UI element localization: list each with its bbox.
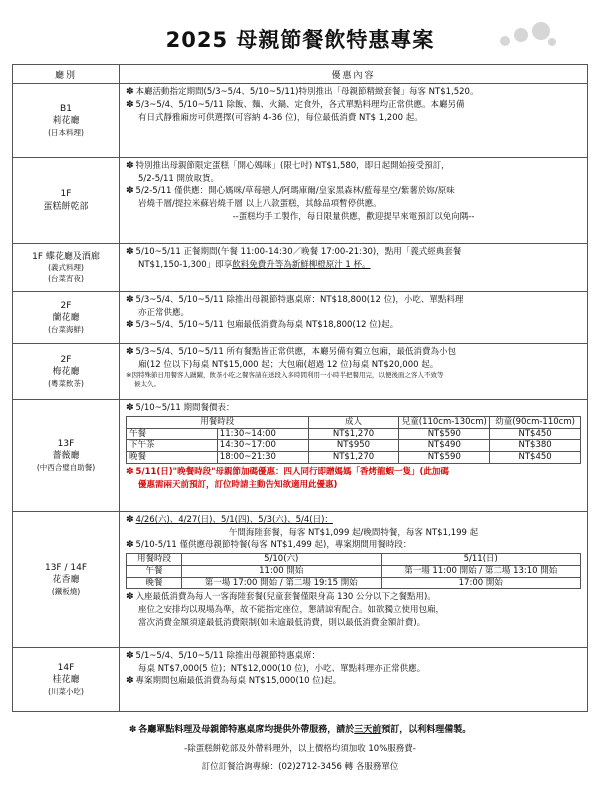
bullet-icon: ✽ bbox=[126, 347, 134, 357]
offer-text: 每桌 NT$7,000(5 位)；NT$12,000(10 位)，小吃、單點料理亦正常供應。 bbox=[138, 664, 426, 675]
table-header: 5/10(六) bbox=[182, 554, 382, 566]
table-row bbox=[127, 566, 581, 578]
hall-cuisine: (中西合璧自助餐) bbox=[36, 462, 96, 472]
table-cell: NT$380 bbox=[490, 440, 581, 452]
table-row bbox=[127, 577, 581, 589]
offer-text: 有日式靜雅廂房可供選擇(可容納 4-36 位)，每位最低消費 NT$ 1,200 起。 bbox=[138, 113, 423, 124]
table-cell: NT$590 bbox=[399, 428, 490, 440]
offer-text: 4/26(六)、4/27(日)、5/1(四)、5/3(六)、5/4(日)： bbox=[135, 515, 333, 525]
table-header: 用餐時段 bbox=[127, 417, 309, 429]
teppanyaki-time-table bbox=[126, 553, 581, 589]
offer-text: 5/3~5/4、5/10~5/11 除飯、麵、火鍋、定食外，各式單點料理均正常供應。本廳另備 bbox=[135, 100, 465, 111]
hall-floor: B1 bbox=[60, 104, 72, 115]
table-cell: 11:30~14:00 bbox=[217, 428, 308, 440]
footer-highlight: 三天前 bbox=[354, 725, 382, 735]
table-row bbox=[127, 428, 581, 440]
table-cell: NT$950 bbox=[308, 440, 399, 452]
promo-table bbox=[12, 64, 588, 712]
offer-text: 5/1~5/4、5/10~5/11 除推出母親節特惠桌席： bbox=[135, 651, 321, 661]
offer-text: 5/10-5/11 僅供應母親節特餐(每客 NT$1,499 起)，專案期間用餐時段： bbox=[135, 540, 412, 551]
footer-text: 各廳單點料理及母親節特惠桌席均提供外帶服務，請於 bbox=[138, 725, 355, 735]
offer-text: 岩燒千層/提拉米蘇岩燒千層 以上八款蛋糕，其餘品項暫停供應。 bbox=[138, 199, 382, 210]
footer-takeout-note bbox=[0, 722, 600, 735]
offer-note: ※因特殊節日用餐客人踴躍，飲茶小吃之餐客請在送段入多時間利用一小時半把餐用完，以便後面之客人不致等 bbox=[126, 371, 444, 380]
footer-text: 預訂，以利料理備製。 bbox=[381, 725, 472, 735]
table-cell: 午餐 bbox=[127, 428, 218, 440]
table-cell: NT$490 bbox=[399, 440, 490, 452]
offer-text: 廂(12 位以下)每桌 NT$15,000 起；大包廂(超過 12 位)每桌 NT$20,000 起。 bbox=[138, 360, 439, 371]
offer-text: 入座最低消費為每人一客海陸套餐(兒童套餐僅限身高 130 公分以下之餐點用)。 bbox=[135, 592, 436, 603]
offer-highlight: 飲料免費升等為新鮮柳橙原汁 1 杯。 bbox=[232, 260, 371, 271]
table-cell: NT$450 bbox=[490, 451, 581, 463]
offer-note: 候太久。 bbox=[134, 379, 160, 388]
row-1f-cake bbox=[13, 158, 588, 244]
offer-text: 5/2-5/11 僅供應：開心媽咪/草莓戀人/阿瑪庫爾/皇家黑森林/藍莓星空/紫薯於妳/原味 bbox=[135, 186, 455, 197]
offer-text: 座位之安排均以現場為準，故不能指定座位，懇請諒宥配合。如欲獨立使用包廂， bbox=[138, 605, 445, 616]
hall-name: 蘭花廳 bbox=[52, 313, 80, 324]
header-row bbox=[13, 65, 588, 84]
hall-cuisine: (粵菜飲茶) bbox=[48, 378, 84, 388]
table-row bbox=[127, 417, 581, 429]
bullet-icon: ✽ bbox=[126, 403, 134, 413]
hall-cuisine: (台菜宵夜) bbox=[48, 273, 84, 283]
hall-name: 桂花廳 bbox=[52, 675, 80, 686]
hall-name: 梅花廳 bbox=[52, 367, 80, 378]
bullet-icon: ✽ bbox=[128, 725, 137, 735]
hall-name: 莉花廳 bbox=[52, 116, 80, 127]
offer-text: 5/3~5/4、5/10~5/11 除推出母親節特惠桌席：NT$18,800(12 位)，小吃、單點料理 bbox=[135, 295, 464, 305]
offer-text: 當次消費金額須達最低消費限制(如未逾最低消費，則以最低消費金額計費)。 bbox=[138, 617, 426, 628]
table-header: 兒童(110cm-130cm) bbox=[399, 417, 490, 429]
bullet-icon: ✽ bbox=[126, 676, 134, 687]
table-cell: 第一場 17:00 開始 / 第二場 19:15 開始 bbox=[182, 577, 382, 589]
offer-text: 午間海陸套餐，每客 NT$1,099 起/晚間特餐，每客 NT$1,199 起 bbox=[228, 528, 479, 539]
bullet-icon: ✽ bbox=[126, 161, 134, 171]
hall-cuisine: (川菜小吃) bbox=[48, 686, 84, 696]
hall-cuisine: (台菜海鮮) bbox=[48, 324, 84, 334]
table-cell: 14:30~17:00 bbox=[217, 440, 308, 452]
hall-cuisine: (義式料理) bbox=[48, 263, 84, 273]
table-cell: 17:00 開始 bbox=[381, 577, 581, 589]
table-row bbox=[127, 440, 581, 452]
bullet-icon: ✽ bbox=[126, 320, 134, 331]
bullet-icon: ✽ bbox=[126, 100, 134, 111]
hall-floor: 13F / 14F bbox=[44, 563, 87, 574]
table-cell: NT$1,270 bbox=[308, 451, 399, 463]
header-hall: 廳別 bbox=[13, 65, 120, 84]
bullet-icon: ✽ bbox=[126, 87, 134, 97]
row-1f-bar bbox=[13, 244, 588, 292]
offer-text: 5/3~5/4、5/10~5/11 所有餐點皆正常供應，本廳另備有獨立包廂，最低消費為小包 bbox=[135, 347, 457, 357]
row-teppanyaki bbox=[13, 512, 588, 648]
table-row bbox=[127, 554, 581, 566]
hall-cuisine: (日本料理) bbox=[48, 127, 84, 137]
footer-contact: 訂位訂餐洽詢專線：(02)2712-3456 轉 各服務單位 bbox=[201, 762, 399, 772]
row-14f bbox=[13, 648, 588, 712]
hall-name: 1F 蝶花廳及酒廊 bbox=[32, 252, 100, 263]
offer-text: 亦正常供應。 bbox=[138, 308, 190, 319]
table-header: 幼童(90cm-110cm) bbox=[490, 417, 581, 429]
bullet-icon: ✽ bbox=[126, 247, 134, 257]
offer-text: 本廳活動指定期間(5/3~5/4、5/10~5/11)特別推出「母親節精緻套餐」每客 NT$1,520。 bbox=[135, 87, 479, 97]
table-header: 用餐時段 bbox=[127, 554, 182, 566]
hall-floor: 13F bbox=[57, 439, 75, 450]
hall-floor: 1F bbox=[60, 189, 72, 200]
promo-highlight: 優惠需兩天前預訂，訂位時請主動告知欲適用此優惠) bbox=[138, 479, 338, 490]
offer-text: 5/3~5/4、5/10~5/11 包廂最低消費為每桌 NT$18,800(12 位)起。 bbox=[135, 320, 399, 331]
hall-name: 花香廳 bbox=[52, 575, 80, 586]
table-cell: 晚餐 bbox=[127, 577, 182, 589]
hall-floor: 2F bbox=[60, 355, 72, 366]
offer-text: 特別推出母親節限定蛋糕「開心媽咪」(限七吋) NT$1,580，即日起開始接受預訂， bbox=[135, 161, 450, 171]
row-13f-buffet bbox=[13, 400, 588, 512]
promo-highlight: 5/11(日)"晚餐時段"母親節加碼優惠：四人同行即贈媽媽「香烤龍蝦一隻」(此加碼 bbox=[135, 466, 449, 477]
hall-cuisine: (鐵板燒) bbox=[51, 586, 81, 596]
hall-floor: 14F bbox=[57, 663, 75, 674]
bullet-icon: ✽ bbox=[126, 651, 134, 661]
table-row bbox=[127, 451, 581, 463]
table-cell: 下午茶 bbox=[127, 440, 218, 452]
bullet-icon: ✽ bbox=[126, 466, 134, 477]
row-b1 bbox=[13, 84, 588, 158]
table-cell: NT$590 bbox=[399, 451, 490, 463]
hall-floor: 2F bbox=[60, 301, 72, 312]
buffet-price-table bbox=[126, 416, 581, 464]
offer-text: 5/10~5/11 正餐期間(午餐 11:00-14:30／晚餐 17:00-21:30)，點用「義式經典套餐 bbox=[135, 247, 462, 257]
bullet-icon: ✽ bbox=[126, 540, 134, 551]
table-header: 5/11(日) bbox=[381, 554, 581, 566]
table-cell: 11:00 開始 bbox=[182, 566, 382, 578]
footer-service-fee: -除蛋糕餅乾部及外帶料理外，以上價格均須加收 10%服務費- bbox=[184, 744, 416, 754]
hall-name: 薔薇廳 bbox=[52, 451, 80, 462]
offer-text: 專案期間包廂最低消費為每桌 NT$15,000(10 位)起。 bbox=[135, 676, 342, 687]
table-cell: 午餐 bbox=[127, 566, 182, 578]
page-title: 2025 母親節餐飲特惠專案 bbox=[165, 28, 435, 52]
table-cell: 18:00~21:30 bbox=[217, 451, 308, 463]
offer-text: 5/2-5/11 開放取貨。 bbox=[138, 174, 220, 185]
bullet-icon: ✽ bbox=[126, 515, 134, 525]
row-2f-orchid bbox=[13, 292, 588, 344]
table-cell: 晚餐 bbox=[127, 451, 218, 463]
offer-text: NT$1,150-1,300」即享 bbox=[138, 260, 233, 271]
decoration-dots bbox=[500, 22, 560, 52]
offer-text: 5/10~5/11 期間餐價表： bbox=[135, 403, 235, 413]
bullet-icon: ✽ bbox=[126, 186, 134, 197]
table-cell: NT$1,270 bbox=[308, 428, 399, 440]
offer-note: --蛋糕均手工製作，每日限量供應，歡迎提早來電預訂以免向隅-- bbox=[232, 211, 475, 222]
table-cell: NT$450 bbox=[490, 428, 581, 440]
header-offer: 優惠內容 bbox=[120, 65, 588, 84]
hall-name: 蛋糕餅乾部 bbox=[43, 201, 89, 212]
bullet-icon: ✽ bbox=[126, 592, 134, 603]
table-header: 成人 bbox=[308, 417, 399, 429]
table-cell: 第一場 11:00 開始 / 第二場 13:10 開始 bbox=[381, 566, 581, 578]
bullet-icon: ✽ bbox=[126, 295, 134, 305]
row-2f-plum bbox=[13, 344, 588, 400]
